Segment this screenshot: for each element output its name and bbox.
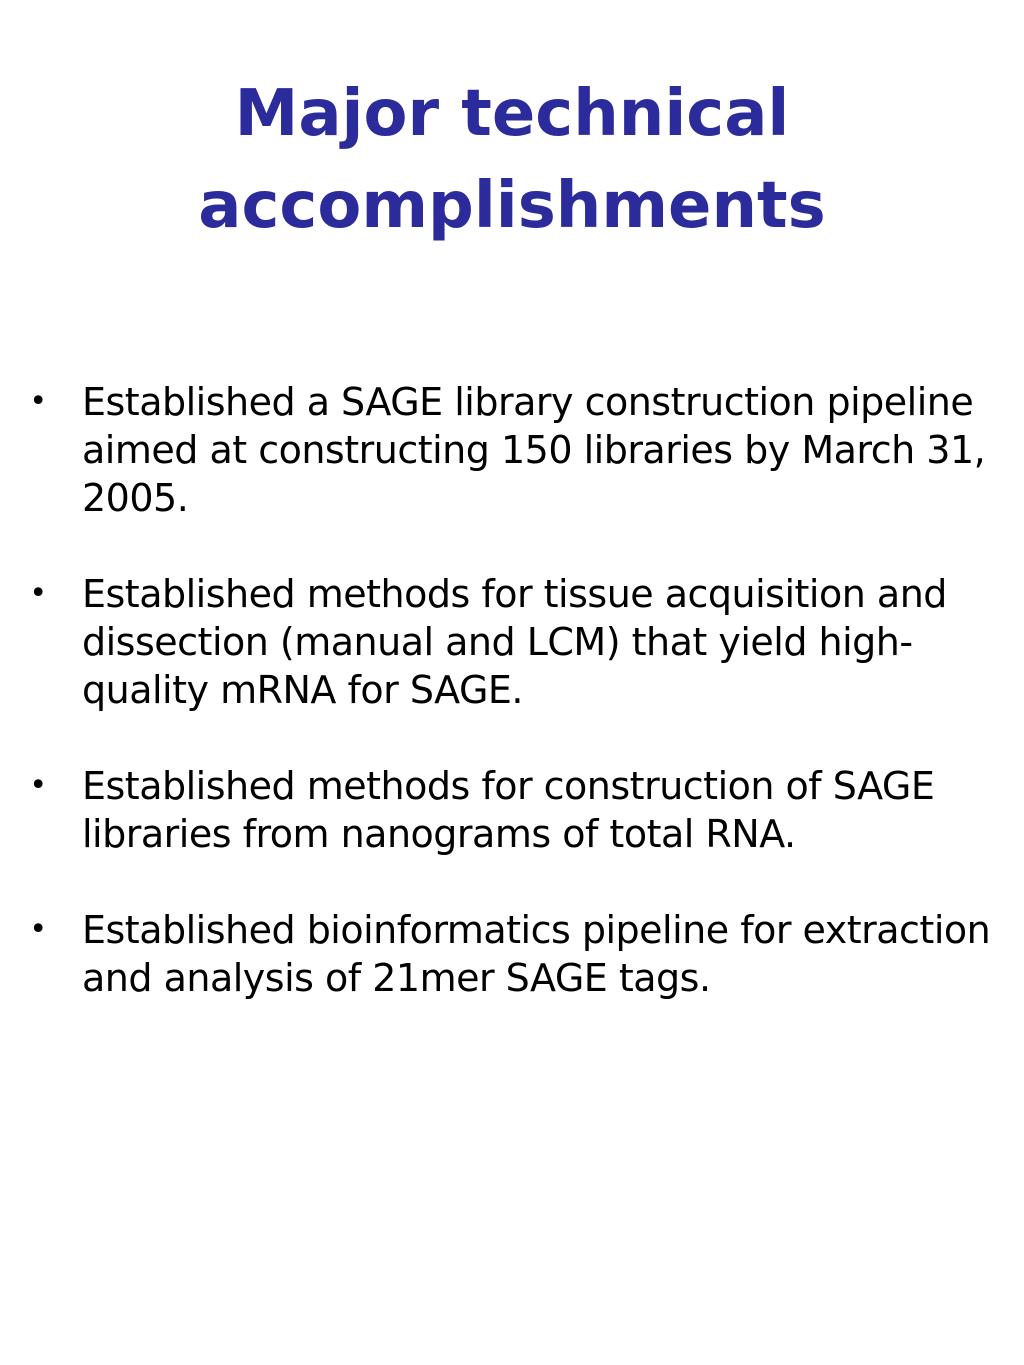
bullet-text: Established methods for construction of SAGE libraries from nanograms of total RNA. — [82, 764, 935, 856]
slide-title-line-2: accomplishments — [198, 169, 826, 243]
bullet-item — [28, 906, 1008, 1002]
bullet-item — [28, 762, 1008, 858]
bullet-list — [28, 378, 1008, 1050]
bullet-text: Established methods for tissue acquisition and dissection (manual and LCM) that yield high-quality mRNA for SAGE. — [82, 572, 947, 712]
bullet-icon: • — [29, 912, 47, 947]
bullet-item — [28, 378, 1008, 522]
bullet-icon: • — [29, 384, 47, 419]
bullet-icon: • — [29, 768, 47, 803]
slide-title-line-1: Major technical — [234, 77, 790, 151]
bullet-icon: • — [29, 576, 47, 611]
bullet-text: Established bioinformatics pipeline for extraction and analysis of 21mer SAGE tags. — [82, 908, 991, 1000]
bullet-text: Established a SAGE library construction pipeline aimed at constructing 150 libraries by March 31, 2005. — [82, 380, 986, 520]
bullet-item — [28, 570, 1008, 714]
slide-title — [40, 68, 984, 252]
